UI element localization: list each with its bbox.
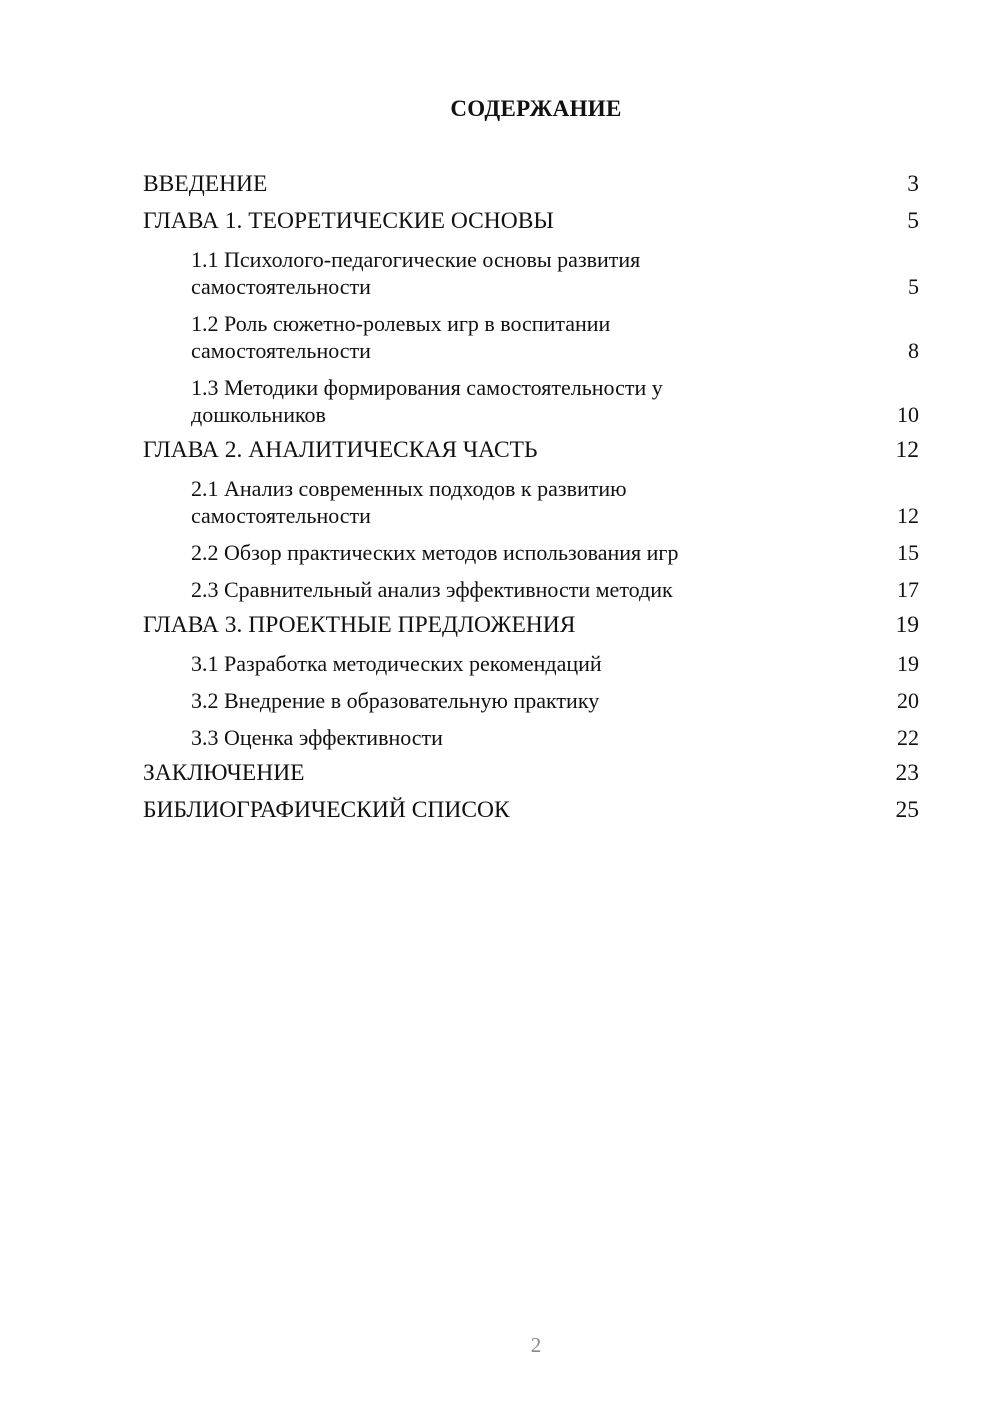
toc-entry-text: 3.1 Разработка методических рекомендаций [191,651,602,676]
page-number: 2 [530,1333,542,1357]
toc-entry-page: 12 [895,437,919,463]
toc-entry-chapter-2[interactable] [143,434,919,471]
toc-entry-conclusion[interactable] [143,757,919,794]
toc-entry-text: 3.3 Оценка эффективности [191,725,443,750]
toc-entry-page: 8 [908,338,919,363]
toc-entry-text: 2.1 Анализ современных подходов к развитию самостоятельности [191,476,627,528]
toc-entry-section-1-2[interactable] [143,306,919,370]
toc-entry-section-1-3[interactable] [143,370,919,434]
toc-entry-text: 1.2 Роль сюжетно-ролевых игр в воспитании самостоятельности [191,311,611,363]
toc-entry-text: 2.3 Сравнительный анализ эффективности методик [191,577,673,602]
toc-entry-page: 20 [897,688,919,713]
toc-entry-text: ГЛАВА 3. ПРОЕКТНЫЕ ПРЕДЛОЖЕНИЯ [143,612,576,638]
toc-entry-introduction[interactable] [143,168,919,205]
toc-entry-page: 15 [897,540,919,565]
toc-entry-section-3-3[interactable] [143,720,919,757]
toc-entry-page: 25 [895,797,919,823]
toc-entry-section-2-2[interactable] [143,535,919,572]
toc-entry-page: 10 [897,402,919,427]
toc-entry-page: 3 [907,171,919,197]
toc-entry-section-1-1[interactable] [143,242,919,306]
toc-entry-page: 12 [897,503,919,528]
toc-entry-bibliography[interactable] [143,794,919,831]
toc-entry-section-2-3[interactable] [143,572,919,609]
toc-entry-chapter-3[interactable] [143,609,919,646]
toc-entry-page: 5 [907,208,919,234]
toc-entry-text: 2.2 Обзор практических методов использования игр [191,540,679,565]
toc-entry-section-2-1[interactable] [143,471,919,535]
toc-entry-section-3-2[interactable] [143,683,919,720]
toc-entry-text: ВВЕДЕНИЕ [143,171,268,197]
toc-entry-page: 19 [897,651,919,676]
toc-entry-text: 1.1 Психолого-педагогические основы развития самостоятельности [191,247,641,299]
table-of-contents [143,168,919,831]
toc-entry-text: ГЛАВА 2. АНАЛИТИЧЕСКАЯ ЧАСТЬ [143,437,538,463]
toc-entry-text: 1.3 Методики формирования самостоятельности у дошкольников [191,375,663,427]
toc-entry-text: 3.2 Внедрение в образовательную практику [191,688,600,713]
toc-entry-page: 5 [908,274,919,299]
toc-entry-page: 19 [895,612,919,638]
toc-entry-text: ГЛАВА 1. ТЕОРЕТИЧЕСКИЕ ОСНОВЫ [143,208,554,234]
toc-entry-chapter-1[interactable] [143,205,919,242]
toc-entry-page: 17 [897,577,919,602]
toc-entry-page: 23 [895,760,919,786]
toc-entry-text: ЗАКЛЮЧЕНИЕ [143,760,305,786]
toc-entry-section-3-1[interactable] [143,646,919,683]
page-title: СОДЕРЖАНИЕ [450,96,622,121]
toc-entry-text: БИБЛИОГРАФИЧЕСКИЙ СПИСОК [143,797,510,823]
toc-entry-page: 22 [897,725,919,750]
